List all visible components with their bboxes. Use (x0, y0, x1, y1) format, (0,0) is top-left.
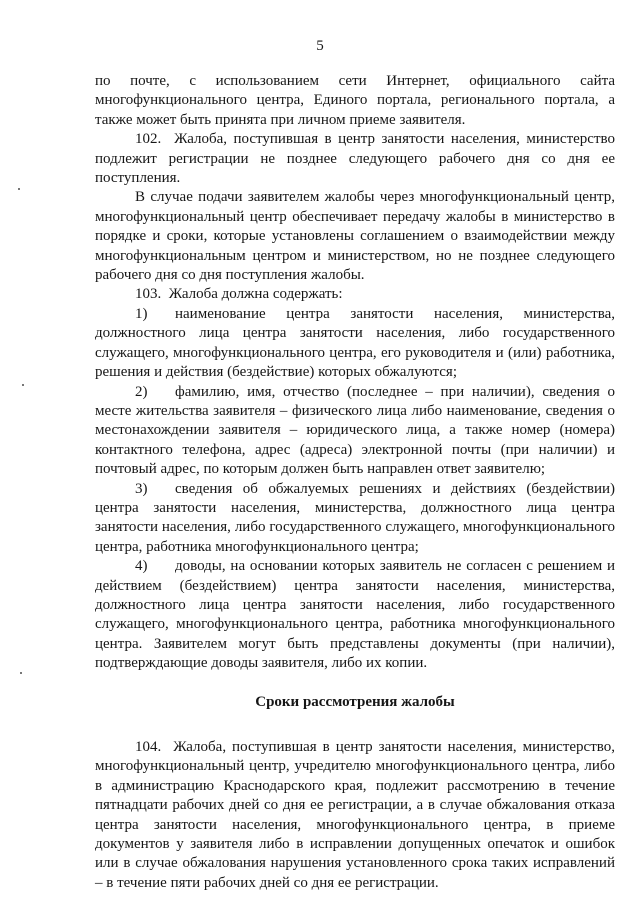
paragraph-102: 102. Жалоба, поступившая в центр занятости населения, министерство подлежит регистрации не позднее следующего рабочего дня со дня ее поступления. (95, 131, 615, 187)
page-number: 5 (316, 38, 324, 54)
margin-mark (22, 384, 24, 386)
paragraph-103: 103. Жалоба должна содержать: (135, 286, 343, 303)
list-item-text: фамилию, имя, отчество (последнее – при наличии), сведения о месте жительства заявителя – физического лица либо наименование, сведения о местонахождении заявителя – юридического лица, а также номер (номера) контактного телефона, адрес (адреса) электронной почты (при наличии) и почтовый адрес, по которым должен быть направлен ответ заявителю; (95, 383, 615, 478)
list-item-text: доводы, на основании которых заявитель не согласен с решением и действием (бездействием) центра занятости населения, министерства, должностного лица центра занятости населения, либо государственного служащего, многофункционального центра, работника многофункционального центра. Заявителем могут быть представлены документы (при наличии), подтверждающие доводы заявителя, либо их копии. (95, 558, 615, 672)
paragraph-mfc: В случае подачи заявителем жалобы через многофункциональный центр, многофункциональный центр обеспечивает передачу жалобы в министерство в порядке и сроки, которые установлены соглашением о взаимодействии между многофункциональным центром и министерством, но не позднее следующего рабочего дня со дня поступления жалобы. (95, 189, 615, 284)
list-item-text: сведения об обжалуемых решениях и действиях (бездействии) центра занятости населения, министерства, должностного лица центра занятости населения, либо государственного служащего, многофункционального центра, работника многофункционального центра; (95, 480, 615, 555)
list-item-text: наименование центра занятости населения, министерства, должностного лица центра занятости населения, либо государственного служащего, многофункционального центра, его руководителя и (или) работника, решения и действия (бездействие) которых обжалуются; (95, 305, 615, 381)
section-heading: Сроки рассмотрения жалобы (255, 693, 455, 710)
list-item-number: 2) (135, 383, 148, 400)
list-item-3 (95, 480, 615, 558)
document-body (95, 72, 615, 893)
list-item-number: 3) (135, 480, 148, 497)
margin-mark (18, 188, 20, 190)
list-item-4 (95, 557, 615, 673)
paragraph-104: 104. Жалоба, поступившая в центр занятости населения, министерство, многофункциональный центр, учредителю многофункционального центра, либо в администрацию Краснодарского края, подлежит рассмотрению в течение пятнадцати рабочих дней со дня ее регистрации, а в случае обжалования отказа центра занятости населения, многофункционального центра, в приеме документов у заявителя либо в исправлении допущенных опечаток и ошибок или в случае обжалования нарушения установленного срока таких исправлений – в течение пяти рабочих дней со дня ее регистрации. (95, 739, 615, 891)
list-item-number: 4) (135, 558, 148, 575)
list-item-1 (95, 305, 615, 383)
list-item-number: 1) (135, 305, 148, 322)
margin-mark (20, 672, 22, 674)
list-item-2 (95, 383, 615, 480)
paragraph-continued: по почте, с использованием сети Интернет, официального сайта многофункционального центра, Единого портала, регионального портала, а также может быть принята при личном приеме заявителя. (95, 73, 615, 128)
